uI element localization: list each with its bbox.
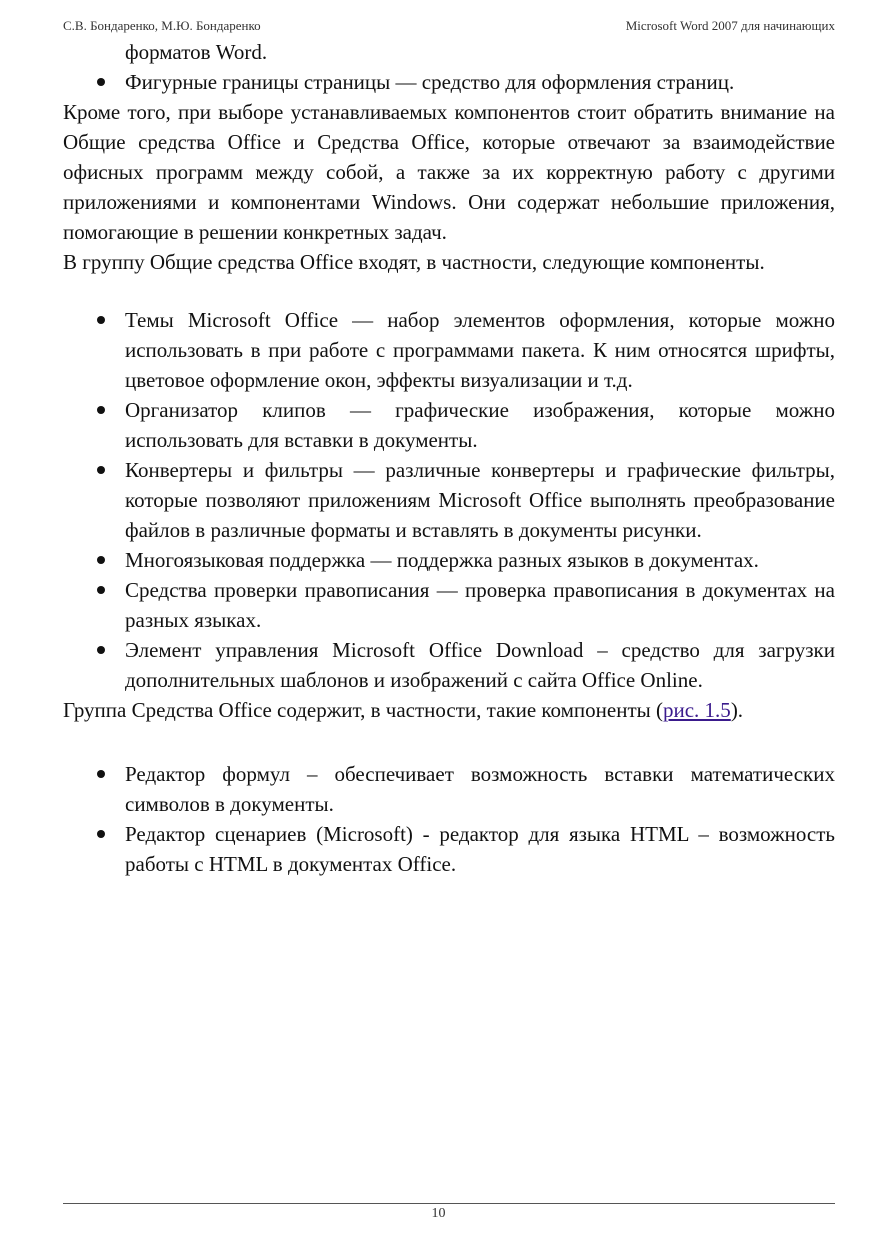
list-item: Темы Microsoft Office — набор элементов оформления, которые можно использовать в при работе с программами пакета. К ним относятся шрифты, цветовое оформление окон, эффекты визуализации и т.д. [125, 305, 835, 395]
list-item: Элемент управления Microsoft Office Download – средство для загрузки дополнительных шаблонов и изображений с сайта Office Online. [125, 635, 835, 695]
list-item: Фигурные границы страницы — средство для оформления страниц. [125, 67, 835, 97]
bullet-icon [97, 830, 105, 838]
list-item: Средства проверки правописания — проверка правописания в документах на разных языках. [125, 575, 835, 635]
header-authors: С.В. Бондаренко, М.Ю. Бондаренко [63, 18, 261, 33]
office-tools-list [63, 759, 835, 879]
bullet-icon [97, 646, 105, 654]
paragraph-office-tools: Группа Средства Office содержит, в частности, такие компоненты (рис. 1.5). [63, 698, 744, 722]
list-item: Конвертеры и фильтры — различные конвертеры и графические фильтры, которые позволяют приложениям Microsoft Office выполнять преобразование файлов в различные форматы и вставлять в документы рисунки. [125, 455, 835, 545]
bullet-icon [97, 406, 105, 414]
bullet-icon [97, 78, 105, 86]
bullet-icon [97, 770, 105, 778]
bullet-icon [97, 556, 105, 564]
page-header [63, 15, 835, 37]
list-item: Многоязыковая поддержка — поддержка разных языков в документах. [125, 545, 835, 575]
figure-link[interactable]: рис. 1.5 [663, 698, 731, 722]
bullet-icon [97, 316, 105, 324]
bullet-icon [97, 466, 105, 474]
page-number: 10 [431, 1206, 446, 1221]
header-book-title: Microsoft Word 2007 для начинающих [625, 18, 835, 33]
footer-divider [63, 1203, 835, 1204]
paragraph-shared-tools-group: В группу Общие средства Office входят, в частности, следующие компоненты. [63, 250, 765, 274]
page-body [63, 37, 835, 879]
list-item: Редактор формул – обеспечивает возможность вставки математических символов в документы. [125, 759, 835, 819]
list-item: Организатор клипов — графические изображения, которые можно использовать для вставки в документы. [125, 395, 835, 455]
list-item-continuation: форматов Word. [125, 40, 268, 64]
list-item: Редактор сценариев (Microsoft) - редактор для языка HTML – возможность работы с HTML в документах Office. [125, 819, 835, 879]
shared-tools-list [63, 305, 835, 695]
bullet-icon [97, 586, 105, 594]
paragraph-shared-tools-intro: Кроме того, при выборе устанавливаемых компонентов стоит обратить внимание на Общие средства Office и Средства Office, которые отвечают за взаимодействие офисных программ между собой, а также за их корректную работу с другими приложениями и компонентами Windows. Они содержат небольшие приложения, помогающие в решении конкретных задач. [63, 100, 835, 244]
top-bullet-list [63, 37, 835, 97]
